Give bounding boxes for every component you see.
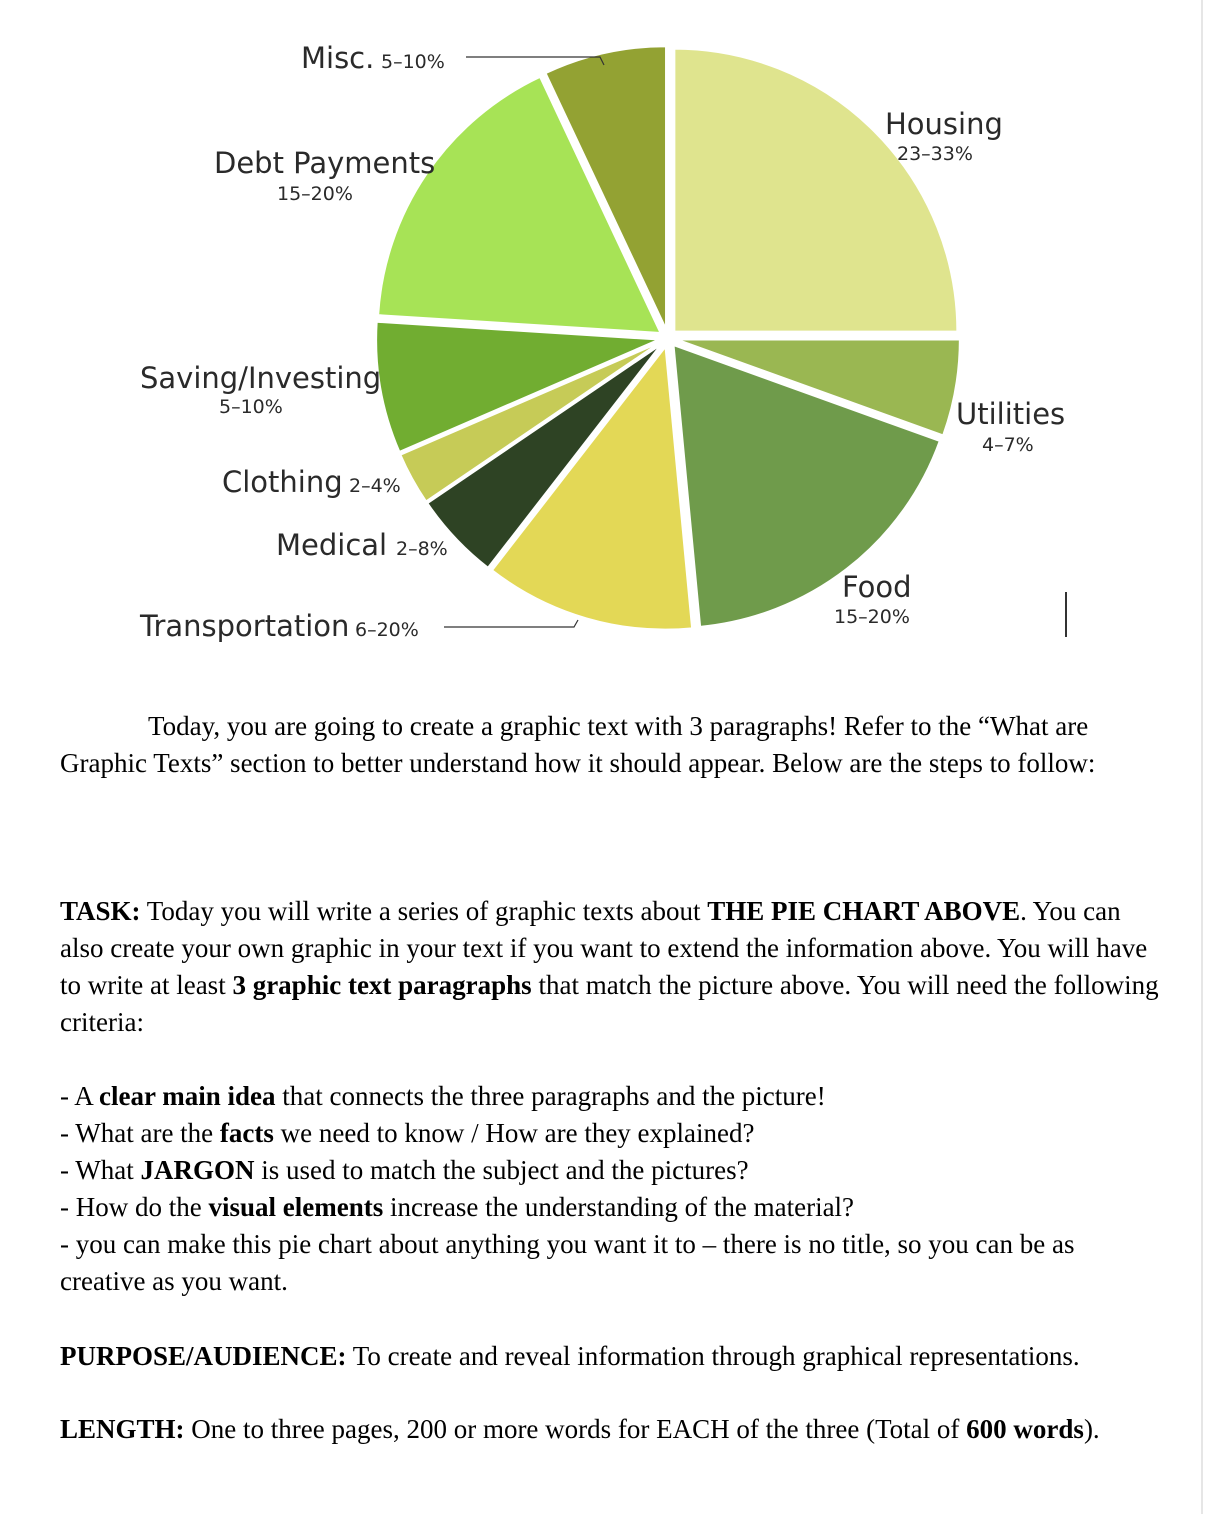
criteria-item-post: we need to know / How are they explained? xyxy=(273,1118,755,1148)
criteria-item xyxy=(60,1152,1160,1189)
task-bold-2: 3 graphic text paragraphs xyxy=(232,970,532,1000)
label-food-range: 15–20% xyxy=(834,606,910,628)
pie-slice-housing xyxy=(674,49,957,332)
criteria-item-bold: JARGON xyxy=(140,1155,255,1185)
label-transportation-range: 6–20% xyxy=(355,619,419,641)
criteria-item-pre: - you can make this pie chart about anything you want it to – there is no title, so you can be as creative as you want. xyxy=(60,1229,1075,1296)
criteria-item-pre: - A xyxy=(60,1081,100,1111)
criteria-list xyxy=(60,1078,1160,1300)
criteria-item-bold: clear main idea xyxy=(99,1081,276,1111)
label-medical: Medical xyxy=(276,528,388,562)
purpose-paragraph xyxy=(60,1338,1160,1375)
criteria-item-post: is used to match the subject and the pictures? xyxy=(254,1155,749,1185)
criteria-item-pre: - What are the xyxy=(60,1118,220,1148)
criteria-item-pre: - How do the xyxy=(60,1192,209,1222)
purpose-label: PURPOSE/AUDIENCE: xyxy=(60,1341,347,1371)
task-paragraph xyxy=(60,893,1160,1041)
criteria-item xyxy=(60,1189,1160,1226)
criteria-item xyxy=(60,1115,1160,1152)
label-saving-investing: Saving/Investing xyxy=(140,361,382,395)
task-text-3: that match the picture above. You will need the following criteria: xyxy=(60,970,1159,1037)
intro-paragraph xyxy=(60,708,1160,782)
label-debt-payments: Debt Payments xyxy=(214,146,436,180)
label-transportation: Transportation xyxy=(140,609,350,643)
intro-text: Today, you are going to create a graphic text with 3 paragraphs! Refer to the “What are Graphic Texts” section to better understand how it should appear. Below are the steps to follow: xyxy=(60,711,1096,778)
criteria-item-pre: - What xyxy=(60,1155,141,1185)
label-housing-range: 23–33% xyxy=(897,143,973,165)
label-utilities: Utilities xyxy=(956,397,1066,431)
label-misc-range: 5–10% xyxy=(381,51,445,73)
task-label: TASK: xyxy=(60,896,141,926)
criteria-item-post: increase the understanding of the material? xyxy=(383,1192,855,1222)
label-clothing: Clothing xyxy=(222,465,343,499)
criteria-item xyxy=(60,1226,1160,1300)
pie-chart xyxy=(0,0,1210,680)
length-text-1: One to three pages, 200 or more words for EACH of the three (Total of xyxy=(184,1414,967,1444)
label-misc: Misc. xyxy=(301,41,375,75)
label-medical-range: 2–8% xyxy=(396,538,448,560)
label-debt-payments-range: 15–20% xyxy=(277,183,353,205)
label-saving-investing-range: 5–10% xyxy=(219,396,283,418)
length-paragraph xyxy=(60,1411,1160,1448)
label-clothing-range: 2–4% xyxy=(349,475,401,497)
length-bold: 600 words xyxy=(966,1414,1084,1444)
length-label: LENGTH: xyxy=(60,1414,185,1444)
label-utilities-range: 4–7% xyxy=(982,434,1034,456)
task-text-2: . You can also create your own graphic in your text if you want to extend the information above. You will have to write at least xyxy=(60,896,1148,1000)
label-housing: Housing xyxy=(885,107,1003,141)
criteria-item-bold: facts xyxy=(219,1118,274,1148)
purpose-text: To create and reveal information through graphical representations. xyxy=(346,1341,1080,1371)
length-text-2: ). xyxy=(1083,1414,1100,1444)
label-food: Food xyxy=(842,570,912,604)
criteria-item-post: that connects the three paragraphs and the picture! xyxy=(275,1081,826,1111)
criteria-item-bold: visual elements xyxy=(208,1192,384,1222)
transportation-leader-line xyxy=(444,620,578,627)
text-cursor xyxy=(1065,592,1067,637)
task-text-1: Today you will write a series of graphic texts about xyxy=(140,896,708,926)
criteria-item xyxy=(60,1078,1160,1115)
task-bold-1: THE PIE CHART ABOVE xyxy=(707,896,1021,926)
